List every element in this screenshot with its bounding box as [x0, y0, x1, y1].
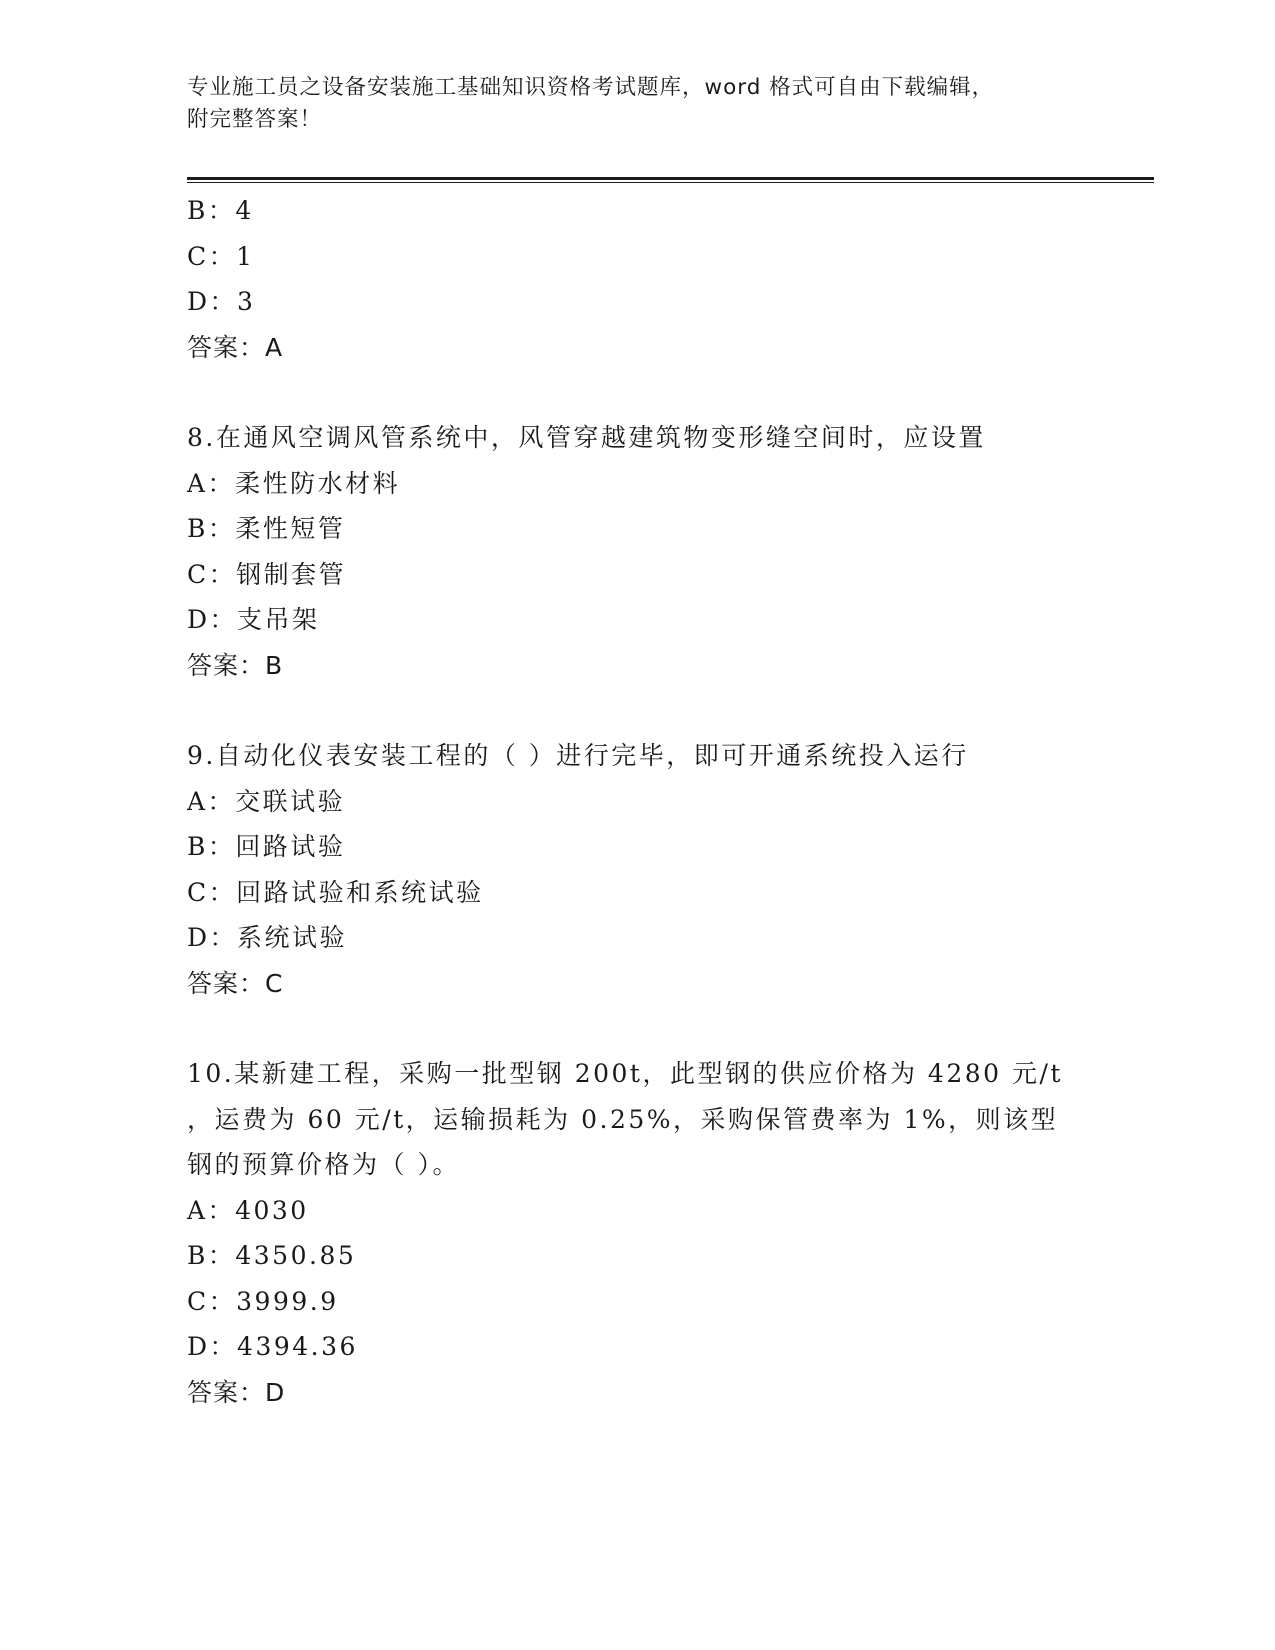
option-label: B：: [187, 1241, 236, 1270]
option-text: 3999.9: [236, 1286, 339, 1316]
option-label: B：: [187, 514, 236, 543]
option-label: D：: [187, 605, 238, 634]
option-text: 4030: [235, 1195, 309, 1225]
option-b: [187, 506, 1087, 552]
option-text: 支吊架: [237, 605, 320, 634]
question-7-partial: [187, 188, 1087, 370]
option-label: B：: [187, 832, 236, 861]
option-d: [187, 1324, 1087, 1370]
option-text: 3: [237, 287, 256, 316]
option-label: C：: [187, 1286, 237, 1316]
answer-text: 答案：A: [187, 332, 284, 362]
question-text-line-1: 10.某新建工程，采购一批型钢 200t，此型钢的供应价格为 4280 元/t: [187, 1059, 1063, 1088]
option-b: [187, 824, 1087, 870]
question-content: [187, 188, 1087, 1415]
answer-text: 答案：C: [187, 968, 284, 998]
option-d: [187, 279, 1087, 325]
option-label: D：: [187, 287, 238, 316]
option-label: B：: [187, 196, 236, 225]
question-text-line-2: ，运费为 60 元/t，运输损耗为 0.25%，采购保管费率为 1%，则该型: [187, 1104, 1059, 1134]
answer-text: 答案：D: [187, 1377, 286, 1407]
option-a: [187, 461, 1087, 507]
option-text: 回路试验: [235, 832, 346, 861]
option-text: 交联试验: [235, 786, 346, 816]
question-text: 9.自动化仪表安装工程的（ ）进行完毕，即可开通系统投入运行: [187, 741, 969, 770]
option-text: 柔性防水材料: [235, 468, 401, 498]
option-label: C：: [187, 241, 237, 271]
question-9: [187, 733, 1087, 1006]
option-c: [187, 552, 1087, 598]
option-text: 系统试验: [237, 923, 348, 952]
option-label: A：: [187, 468, 236, 498]
question-8: [187, 415, 1087, 688]
option-d: [187, 915, 1087, 961]
option-c: [187, 234, 1087, 280]
option-text: 4: [235, 196, 254, 225]
option-a: [187, 1188, 1087, 1234]
question-10: [187, 1051, 1087, 1415]
header-line-2: 附完整答案！: [187, 107, 323, 132]
option-text: 回路试验和系统试验: [236, 877, 484, 907]
question-text: 8.在通风空调风管系统中，风管穿越建筑物变形缝空间时，应设置: [187, 423, 986, 452]
header-divider-thin: [187, 182, 1154, 183]
option-text: 钢制套管: [236, 559, 347, 589]
option-label: C：: [187, 877, 237, 907]
header-line-1: 专业施工员之设备安装施工基础知识资格考试题库，word 格式可自由下载编辑，: [187, 75, 995, 100]
option-c: [187, 1279, 1087, 1325]
option-label: D：: [187, 1332, 238, 1361]
option-d: [187, 597, 1087, 643]
option-label: D：: [187, 923, 238, 952]
question-text-line-3: 钢的预算价格为（ ）。: [187, 1150, 460, 1179]
option-b: [187, 1233, 1087, 1279]
option-c: [187, 870, 1087, 916]
option-b: [187, 188, 1087, 234]
answer-text: 答案：B: [187, 650, 284, 680]
option-text: 4350.85: [235, 1241, 357, 1270]
option-text: 柔性短管: [235, 514, 346, 543]
option-label: A：: [187, 1195, 236, 1225]
option-label: C：: [187, 559, 237, 589]
option-a: [187, 779, 1087, 825]
document-header: [187, 72, 1087, 136]
option-label: A：: [187, 786, 236, 816]
header-divider-thick: [187, 177, 1154, 180]
option-text: 4394.36: [237, 1332, 358, 1361]
option-text: 1: [236, 241, 255, 271]
